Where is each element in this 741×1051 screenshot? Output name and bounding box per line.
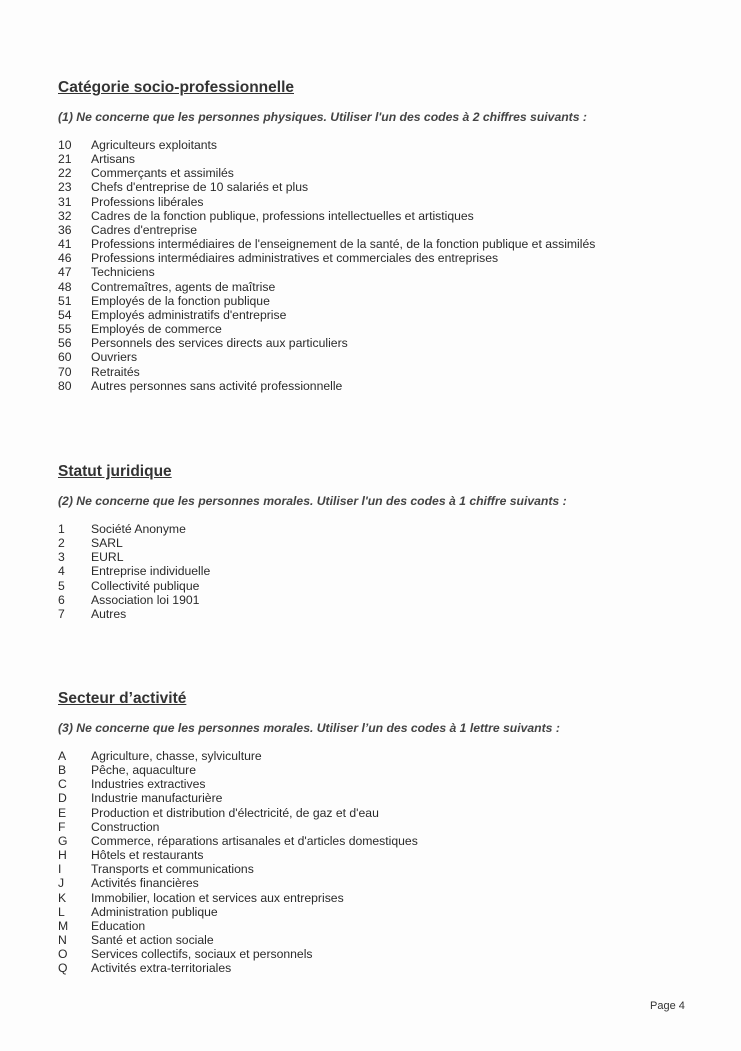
list-item: [58, 522, 698, 536]
item-label: Cadres de la fonction publique, professions intellectuelles et artistiques: [91, 208, 474, 223]
item-label: Employés de la fonction publique: [91, 293, 270, 308]
section-statut: [58, 463, 698, 621]
item-label: Association loi 1901: [91, 592, 200, 607]
list-item: [58, 593, 698, 607]
item-code: 70: [58, 364, 72, 379]
list-item: [58, 223, 698, 237]
list-item: [58, 336, 698, 350]
item-code: K: [58, 890, 67, 905]
item-code: O: [58, 947, 68, 962]
item-label: Commerce, réparations artisanales et d'articles domestiques: [91, 833, 418, 848]
item-label: Autres: [91, 606, 127, 621]
section-title: Catégorie socio-professionnelle: [58, 79, 294, 96]
item-code: D: [58, 791, 67, 806]
item-code: 23: [58, 180, 72, 195]
list-item: [58, 862, 698, 876]
list-item: [58, 265, 698, 279]
list-item: [58, 791, 698, 805]
item-label: Agriculteurs exploitants: [91, 138, 217, 152]
item-label: Cadres d'entreprise: [91, 222, 197, 237]
item-code: 36: [58, 222, 72, 237]
item-label: Construction: [91, 819, 160, 834]
item-code: G: [58, 833, 68, 848]
item-code: 55: [58, 322, 72, 337]
item-code: 46: [58, 251, 72, 266]
item-label: Agriculture, chasse, sylviculture: [91, 749, 262, 763]
item-code: 2: [58, 536, 65, 551]
item-code: H: [58, 848, 67, 863]
item-label: Industries extractives: [91, 777, 206, 792]
list-item: [58, 251, 698, 265]
item-label: Activités financières: [91, 876, 199, 891]
item-code: F: [58, 819, 66, 834]
list-item: [58, 379, 698, 393]
list-item: [58, 195, 698, 209]
list-item: [58, 763, 698, 777]
list-item: [58, 607, 698, 621]
list-item: [58, 947, 698, 961]
item-code: A: [58, 749, 67, 763]
list-item: [58, 308, 698, 322]
item-code: 51: [58, 293, 72, 308]
item-label: Retraités: [91, 364, 140, 379]
item-code: B: [58, 763, 67, 778]
item-code: N: [58, 933, 67, 948]
item-code: J: [58, 876, 65, 891]
item-code: I: [58, 862, 62, 877]
item-label: EURL: [91, 550, 124, 565]
item-label: Education: [91, 918, 146, 933]
item-label: Activités extra-territoriales: [91, 961, 232, 976]
item-code: Q: [58, 961, 68, 976]
item-code: 48: [58, 279, 72, 294]
code-list: [58, 749, 698, 976]
item-label: Entreprise individuelle: [91, 564, 211, 579]
item-label: Services collectifs, sociaux et personnels: [91, 947, 313, 962]
item-code: 10: [58, 138, 72, 152]
item-label: Société Anonyme: [91, 522, 186, 536]
item-label: Professions intermédiaires de l'enseignement de la santé, de la fonction publique et assimilés: [91, 237, 596, 252]
list-item: [58, 138, 698, 152]
list-item: [58, 280, 698, 294]
item-label: Collectivité publique: [91, 578, 200, 593]
item-label: Administration publique: [91, 904, 218, 919]
list-item: [58, 180, 698, 194]
item-label: Professions libérales: [91, 194, 204, 209]
item-code: 3: [58, 550, 65, 565]
item-label: Pêche, aquaculture: [91, 763, 197, 778]
list-item: [58, 961, 698, 975]
item-code: 32: [58, 208, 72, 223]
list-item: [58, 365, 698, 379]
list-item: [58, 209, 698, 223]
section-note: (1) Ne concerne que les personnes physiques. Utiliser l'un des codes à 2 chiffres suivants :: [58, 110, 587, 124]
list-item: [58, 152, 698, 166]
section-categorie: [58, 79, 698, 393]
item-code: 47: [58, 265, 72, 280]
list-item: [58, 876, 698, 890]
list-item: [58, 536, 698, 550]
list-item: [58, 806, 698, 820]
item-code: 7: [58, 606, 65, 621]
item-code: 6: [58, 592, 65, 607]
item-code: M: [58, 918, 69, 933]
section-title: Secteur d’activité: [58, 690, 187, 707]
item-code: 21: [58, 152, 72, 167]
item-code: 31: [58, 194, 72, 209]
list-item: [58, 322, 698, 336]
list-item: [58, 777, 698, 791]
item-code: 5: [58, 578, 65, 593]
item-label: Production et distribution d'électricité, de gaz et d'eau: [91, 805, 379, 820]
item-label: Employés administratifs d'entreprise: [91, 307, 287, 322]
list-item: [58, 891, 698, 905]
list-item: [58, 564, 698, 578]
list-item: [58, 350, 698, 364]
item-code: 41: [58, 237, 72, 252]
item-label: Artisans: [91, 152, 136, 167]
list-item: [58, 237, 698, 251]
code-list: [58, 522, 698, 621]
list-item: [58, 834, 698, 848]
list-item: [58, 905, 698, 919]
item-label: Contremaîtres, agents de maîtrise: [91, 279, 276, 294]
list-item: [58, 919, 698, 933]
code-list: [58, 138, 698, 393]
item-label: Ouvriers: [91, 350, 138, 365]
item-label: Autres personnes sans activité professionnelle: [91, 378, 343, 393]
page-number: Page 4: [650, 1000, 685, 1012]
list-item: [58, 749, 698, 763]
item-label: Professions intermédiaires administratives et commerciales des entreprises: [91, 251, 499, 266]
list-item: [58, 166, 698, 180]
item-label: Chefs d'entreprise de 10 salariés et plus: [91, 180, 309, 195]
item-code: 56: [58, 336, 72, 351]
item-label: SARL: [91, 536, 123, 551]
item-code: E: [58, 805, 67, 820]
item-label: Hôtels et restaurants: [91, 848, 204, 863]
item-code: 1: [58, 522, 65, 536]
item-code: C: [58, 777, 67, 792]
list-item: [58, 294, 698, 308]
item-code: 80: [58, 378, 72, 393]
item-label: Techniciens: [91, 265, 155, 280]
item-label: Transports et communications: [91, 862, 254, 877]
item-code: 22: [58, 166, 72, 181]
section-title: Statut juridique: [58, 463, 172, 480]
list-item: [58, 820, 698, 834]
item-label: Commerçants et assimilés: [91, 166, 234, 181]
item-label: Immobilier, location et services aux entreprises: [91, 890, 344, 905]
list-item: [58, 550, 698, 564]
list-item: [58, 848, 698, 862]
item-code: 60: [58, 350, 72, 365]
item-label: Santé et action sociale: [91, 933, 214, 948]
item-label: Industrie manufacturière: [91, 791, 223, 806]
section-note: (3) Ne concerne que les personnes morales. Utiliser l’un des codes à 1 lettre suivants :: [58, 721, 560, 735]
section-note: (2) Ne concerne que les personnes morales. Utiliser l'un des codes à 1 chiffre suivants :: [58, 494, 567, 508]
item-code: 54: [58, 307, 72, 322]
list-item: [58, 579, 698, 593]
item-label: Employés de commerce: [91, 322, 222, 337]
section-secteur: [58, 690, 698, 976]
item-code: 4: [58, 564, 65, 579]
item-code: L: [58, 904, 65, 919]
list-item: [58, 933, 698, 947]
item-label: Personnels des services directs aux particuliers: [91, 336, 348, 351]
